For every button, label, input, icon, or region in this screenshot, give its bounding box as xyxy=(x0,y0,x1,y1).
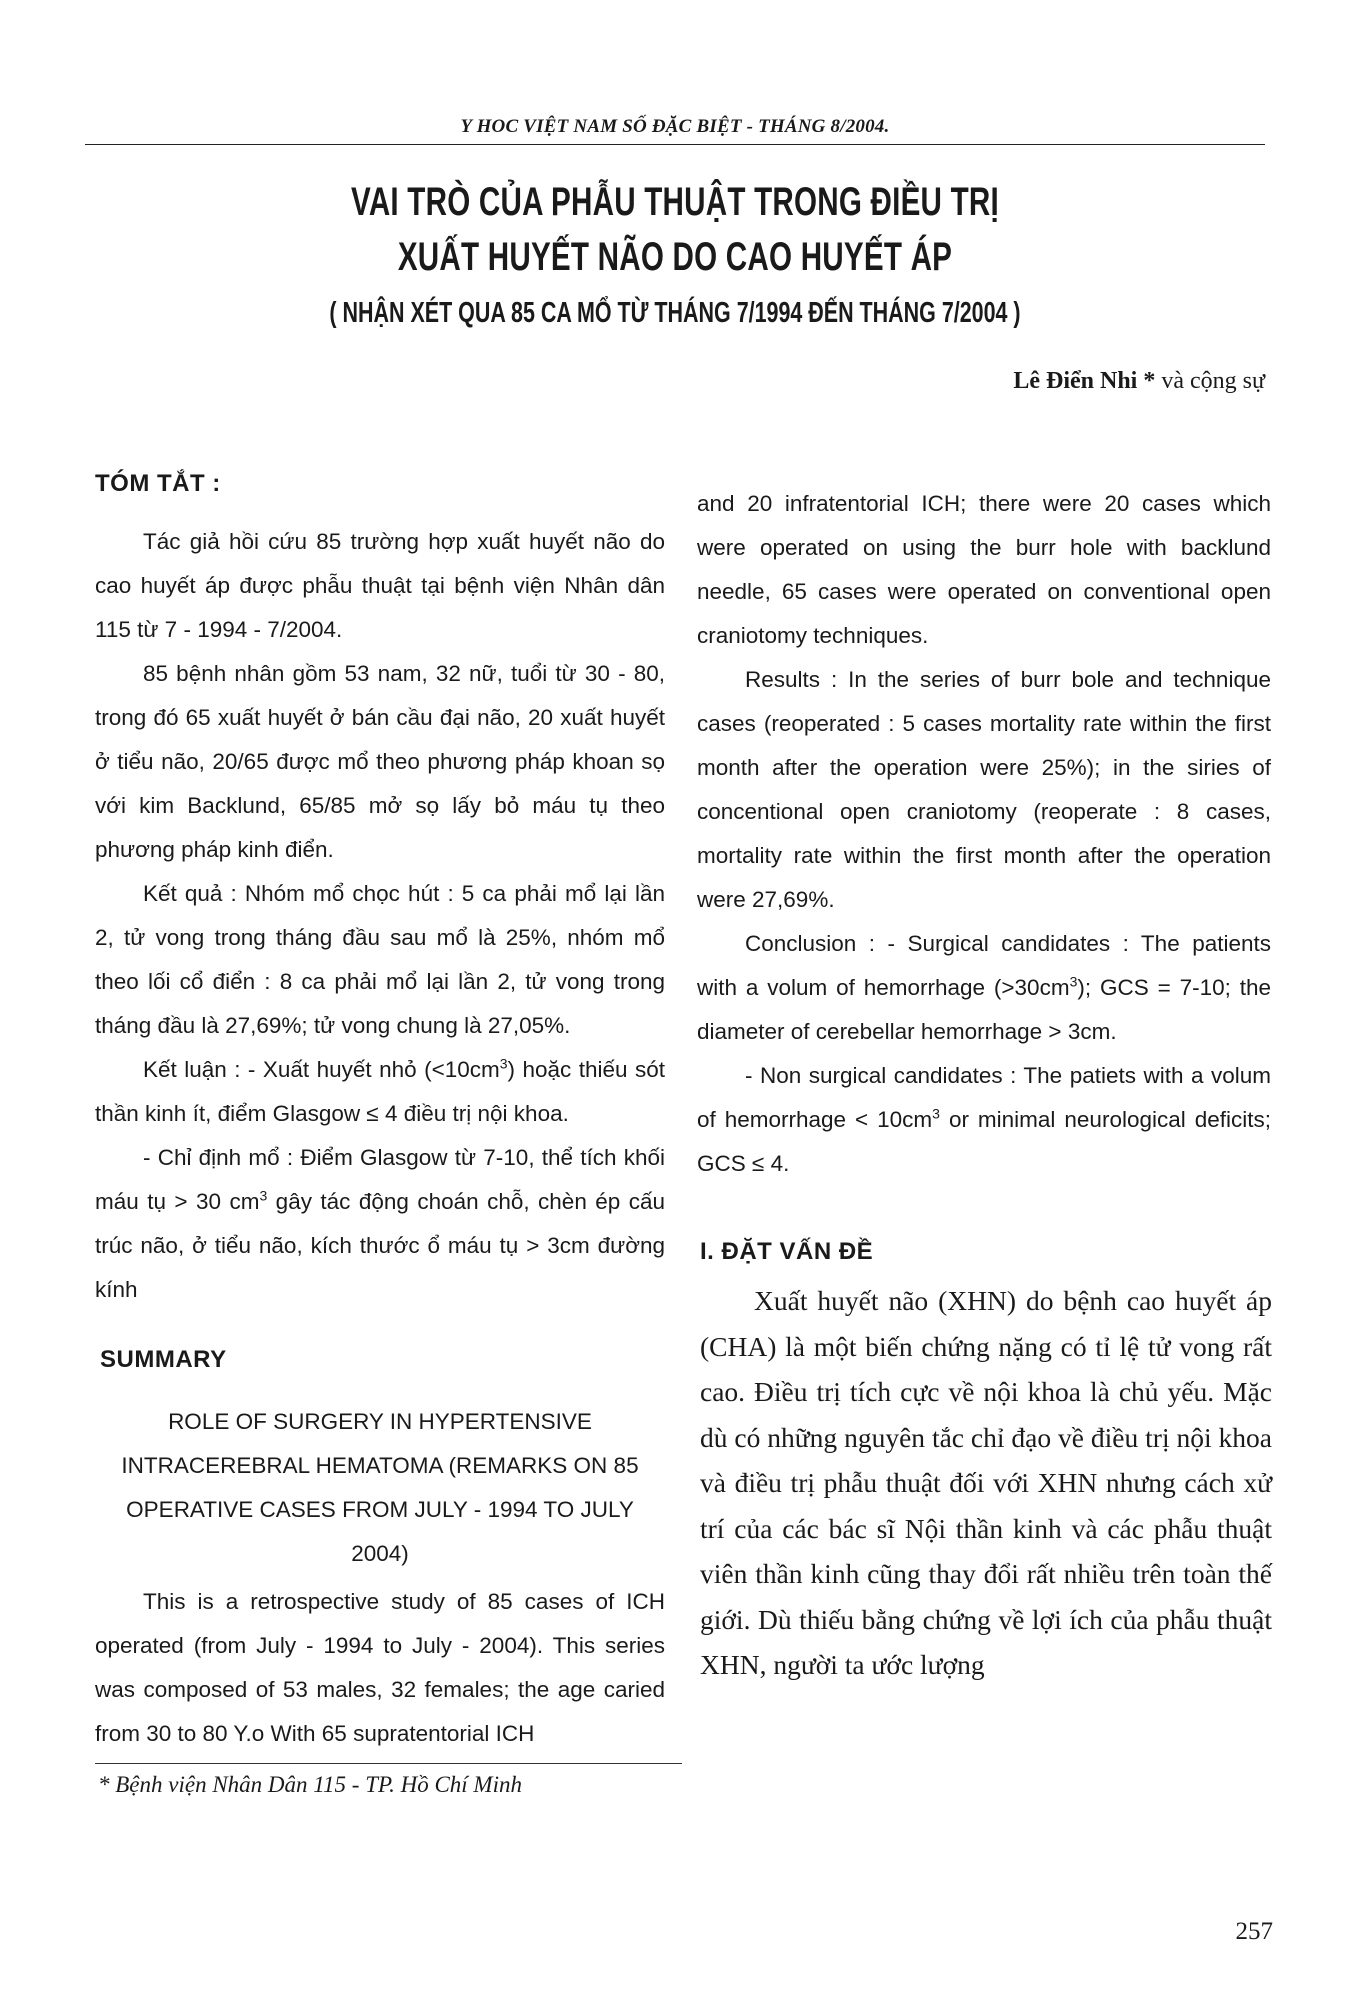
non-surgical-text-b: or minimal neurological deficits; GCS ≤ 4. xyxy=(697,1107,1271,1176)
conclusion-superscript: 3 xyxy=(1069,973,1078,990)
summary-paragraph-1: This is a retrospective study of 85 cases of ICH operated (from July - 1994 to July - 2004). This series was composed of 53 males, 32 females; the age caried from 30 to 80 Y.o With 65 supratentorial ICH xyxy=(95,1589,665,1746)
author-name: Lê Điển Nhi * xyxy=(1013,368,1156,394)
tomtat-p5-text-b: gây tác động choán chỗ, chèn ép cấu trúc não, ở tiểu não, kích thước ổ máu tụ > 3cm đường kính xyxy=(95,1189,666,1302)
summary-block xyxy=(95,1400,665,1756)
tomtat-paragraph-1: Tác giả hồi cứu 85 trường hợp xuất huyết não do cao huyết áp được phẫu thuật tại bệnh viện Nhân dân 115 từ 7 - 1994 - 7/2004. xyxy=(95,529,665,642)
tomtat-p4-superscript: 3 xyxy=(499,1055,508,1072)
title-line-3: ( NHẬN XÉT QUA 85 CA MỔ TỪ THÁNG 7/1994 ĐẾN THÁNG 7/2004 ) xyxy=(329,297,1021,329)
conclusion-paragraph xyxy=(697,922,1271,1054)
conclusion-text-b: ); GCS = 7-10; the diameter of cerebellar hemorrhage > 3cm. xyxy=(697,975,1271,1044)
tomtat-heading: TÓM TẮT : xyxy=(95,470,221,497)
tomtat-p4-text-a: Kết luận : - Xuất huyết nhỏ (<10cm xyxy=(143,1057,500,1082)
summary-title-line-2: INTRACEREBRAL HEMATOMA (REMARKS ON 85 xyxy=(121,1453,639,1478)
running-header: Y HOC VIỆT NAM SỐ ĐẶC BIỆT - THÁNG 8/2004. xyxy=(460,116,890,137)
article-title xyxy=(85,182,1265,328)
non-surgical-superscript: 3 xyxy=(932,1105,940,1122)
tomtat-p5-text-a: - Chỉ định mổ : Điểm Glasgow từ 7-10, thể tích khối máu tụ > 30 cm xyxy=(95,1145,665,1214)
summary-title-line-1: ROLE OF SURGERY IN HYPERTENSIVE xyxy=(168,1409,592,1434)
tomtat-paragraph-3: Kết quả : Nhóm mổ chọc hút : 5 ca phải mổ lại lần 2, tử vong trong tháng đầu sau mổ là 25%, nhóm mổ theo lối cổ điển : 8 ca phải mổ lại lần 2, tử vong trong tháng đầu là 27,69%; tử vong chung là 27,05%. xyxy=(95,881,665,1038)
page-number: 257 xyxy=(1235,1918,1273,1945)
tomtat-paragraph-5 xyxy=(95,1136,665,1312)
tomtat-paragraph-4 xyxy=(95,1048,665,1136)
right-column xyxy=(697,482,1271,1186)
summary-title-line-3: OPERATIVE CASES FROM JULY - 1994 TO JULY 2004) xyxy=(126,1497,634,1566)
author-coauthors: và cộng sự xyxy=(1155,368,1265,394)
author-line xyxy=(1013,368,1265,395)
section-1-body xyxy=(700,1278,1272,1688)
footnote: * Bệnh viện Nhân Dân 115 - TP. Hồ Chí Minh xyxy=(98,1772,522,1797)
tomtat-p5-superscript: 3 xyxy=(259,1187,268,1204)
section-1-paragraph-1: Xuất huyết não (XHN) do bệnh cao huyết áp (CHA) là một biến chứng nặng có tỉ lệ tử vong rất cao. Điều trị tích cực về nội khoa là chủ yếu. Mặc dù có những nguyên tắc chỉ đạo về điều trị nội khoa và điều trị phẫu thuật đối với XHN nhưng cách xử trí của các bác sĩ Nội thần kinh và các phẫu thuật viên thần kinh cũng thay đổi rất nhiều trên toàn thế giới. Dù thiếu bằng chứng về lợi ích của phẫu thuật XHN, người ta ước lượng xyxy=(700,1285,1272,1680)
title-line-1: VAI TRÒ CỦA PHẪU THUẬT TRONG ĐIỀU TRỊ xyxy=(351,180,999,224)
left-column xyxy=(95,476,665,1312)
footnote-rule xyxy=(95,1763,682,1764)
tomtat-paragraph-2: 85 bệnh nhân gồm 53 nam, 32 nữ, tuổi từ 30 - 80, trong đó 65 xuất huyết ở bán cầu đại não, 20 xuất huyết ở tiểu não, 20/65 được mổ theo phương pháp khoan sọ với kim Backlund, 65/85 mở sọ lấy bỏ máu tụ theo phương pháp kinh điển. xyxy=(95,661,665,862)
summary-heading: SUMMARY xyxy=(100,1346,227,1373)
non-surgical-paragraph xyxy=(697,1054,1271,1186)
results-paragraph: Results : In the series of burr bole and technique cases (reoperated : 5 cases mortality rate within the first month after the operation were 25%); in the siries of concentional open craniotomy (reoperate : 8 cases, mortality rate within the first month after the operation were 27,69%. xyxy=(697,667,1271,912)
non-surgical-text-a: - Non surgical candidates : The patiets with a volum of hemorrhage < 10cm xyxy=(697,1063,1271,1132)
conclusion-text-a: Conclusion : - Surgical candidates : The patients with a volum of hemorrhage (>30cm xyxy=(697,931,1271,1000)
title-line-2: XUẤT HUYẾT NÃO DO CAO HUYẾT ÁP xyxy=(397,235,953,279)
tomtat-p4-text-b: ) hoặc thiếu sót thần kinh ít, điểm Glasgow ≤ 4 điều trị nội khoa. xyxy=(95,1057,665,1126)
summary-paragraph-continued: and 20 infratentorial ICH; there were 20 cases which were operated on using the burr hole with backlund needle, 65 cases were operated on conventional open craniotomy techniques. xyxy=(697,491,1271,648)
section-1-heading: I. ĐẶT VẤN ĐỀ xyxy=(700,1238,874,1265)
header-rule xyxy=(85,144,1265,145)
